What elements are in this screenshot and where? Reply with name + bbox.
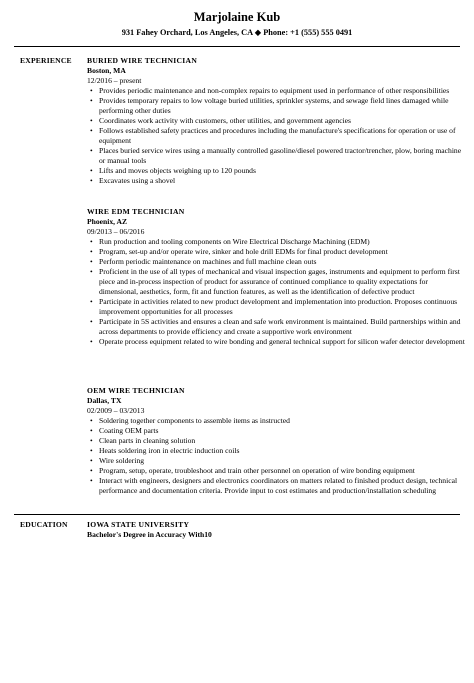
bullet-item: • Participate in 5S activities and ensures a clean and safe work environment is maintained. Build partnerships within and across departments to provide efficiency and create a supportive work environment [99, 317, 467, 337]
bullet-item: • Program, set-up and/or operate wire, sinker and hole drill EDMs for final product development [99, 247, 467, 257]
divider-top [14, 46, 460, 47]
job-title: BURIED WIRE TECHNICIAN [87, 56, 198, 65]
job-bullets [87, 237, 467, 347]
bullet-item: • Provides periodic maintenance and non-complex repairs to equipment used in performance of other responsibilities [99, 86, 467, 96]
bullet-item: • Excavates using a shovel [99, 176, 467, 186]
bullet-item: • Heats soldering iron in electric induction coils [99, 446, 467, 456]
bullet-item: • Participate in activities related to new product development and implementation into production. Proposes continuous improvement opportunities for all processes [99, 297, 467, 317]
bullet-item: • Lifts and moves objects weighing up to 120 pounds [99, 166, 467, 176]
bullet-item: • Clean parts in cleaning solution [99, 436, 467, 446]
job-dates: 02/2009 – 03/2013 [87, 406, 145, 415]
bullet-item: • Coordinates work activity with customers, other utilities, and government agencies [99, 116, 467, 126]
job-title: OEM WIRE TECHNICIAN [87, 386, 185, 395]
job-dates: 12/2016 – present [87, 76, 142, 85]
bullet-item: • Operate process equipment related to wire bonding and general technical support for silicon wafer detector development [99, 337, 467, 347]
bullet-item: • Interact with engineers, designers and electronics coordinators on matters related to finished product design, technical performance and documentation criteria. Provide input to cost estimates and production/installation scheduling [99, 476, 467, 496]
bullet-item: • Wire soldering [99, 456, 467, 466]
bullet-item: • Follows established safety practices and procedures including the manufacture's specifications for operation or use of equipment [99, 126, 467, 146]
job-location: Boston, MA [87, 66, 126, 75]
bullet-item: • Places buried service wires using a manually controlled gasoline/diesel powered tractor/trencher, plow, boring machine or manual tools [99, 146, 467, 166]
bullet-item: • Program, setup, operate, troubleshoot and train other personnel on operation of wire bonding equipment [99, 466, 467, 476]
bullet-item: • Provides temporary repairs to low voltage buried utilities, sprinkler systems, and sewage field lines damaged while performing other duties [99, 96, 467, 116]
candidate-name: Marjolaine Kub [193, 10, 281, 24]
job-dates: 09/2013 – 06/2016 [87, 227, 145, 236]
school-name: IOWA STATE UNIVERSITY [87, 520, 190, 529]
job-location: Dallas, TX [87, 396, 122, 405]
bullet-item: • Soldering together components to assemble items as instructed [99, 416, 467, 426]
contact-line: 931 Fahey Orchard, Los Angeles, CA ◆ Phone: +1 (555) 555 0491 [121, 28, 353, 37]
job-entry [87, 56, 467, 186]
divider-education [14, 514, 460, 515]
bullet-item: • Perform periodic maintenance on machines and full machine clean outs [99, 257, 467, 267]
job-location: Phoenix, AZ [87, 217, 128, 226]
bullet-item: • Proficient in the use of all types of mechanical and visual inspection gages, instruments and equipment to perform first piece and in-process inspection of product for assurance of continued compliance to quality expectations for dimensional, aesthetics, form, fit and function features, as well as the identification of defective product [99, 267, 467, 297]
education-entry [87, 520, 467, 540]
bullet-item: • Coating OEM parts [99, 426, 467, 436]
education-heading: EDUCATION [20, 520, 68, 529]
degree-name: Bachelor's Degree in Accuracy With10 [87, 530, 212, 539]
job-bullets [87, 416, 467, 496]
job-title: WIRE EDM TECHNICIAN [87, 207, 185, 216]
job-entry [87, 386, 467, 496]
job-bullets [87, 86, 467, 186]
bullet-item: • Run production and tooling components on Wire Electrical Discharge Machining (EDM) [99, 237, 467, 247]
experience-heading: EXPERIENCE [20, 56, 72, 65]
job-entry [87, 207, 467, 347]
